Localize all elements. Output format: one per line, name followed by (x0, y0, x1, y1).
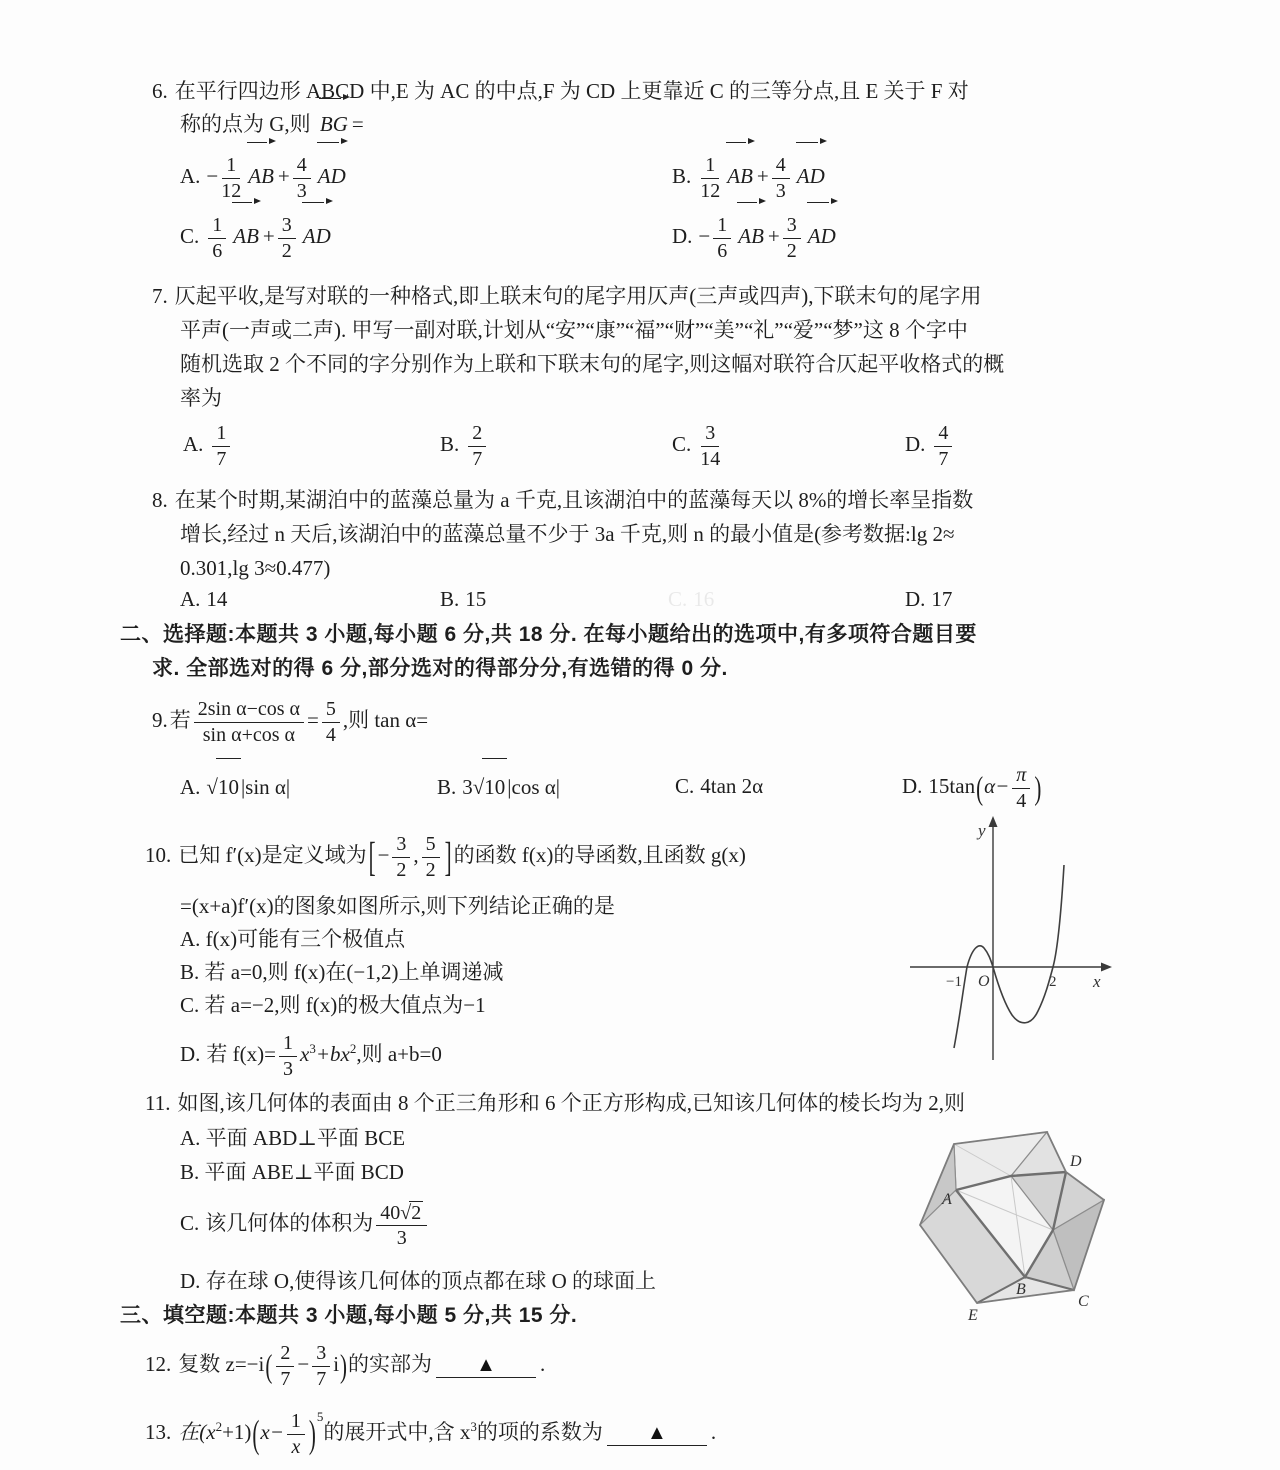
answer-blank (436, 1352, 536, 1378)
vector-arrowhead-icon (269, 138, 276, 144)
q7-line4: 率为 (180, 386, 222, 410)
vector-arrowhead-icon (748, 138, 755, 144)
vector-arrowhead-icon (326, 198, 333, 204)
q6-option-b: B. $\frac{1}{12}$ AB + $\frac{4}{3}$ AD (672, 148, 829, 204)
vector-AD: AD (316, 148, 348, 204)
q11-line1: 11. 如图,该几何体的表面由 8 个正三角形和 6 个正方形构成,已知该几何体的棱长均为 2,则 (145, 1091, 965, 1115)
q10-option-c: C. 若 a=−2,则 f(x)的极大值点为−1 (180, 993, 486, 1017)
q10-line1: 10. 已知 f′(x)是定义域为[− $\frac{3}{2}$ , $\frac{5}{2}$ ]的函数 f(x)的导函数,且函数 g(x) (145, 826, 746, 886)
vertex-label-E: E (968, 1307, 978, 1324)
fraction: $\frac{4}{7}$ (934, 422, 952, 470)
fraction: $\frac{2}{7}$ (276, 1342, 294, 1390)
left-paren: ( (265, 1347, 273, 1385)
q6-text2: 称的点为 G,则 (180, 112, 311, 136)
vector-AD: AD (806, 208, 838, 264)
fraction: $\frac{5}{2}$ (422, 833, 440, 881)
vector-arrowhead-icon (759, 198, 766, 204)
left-bracket: [ (368, 833, 376, 881)
vector-arrowhead-icon (343, 94, 350, 100)
q10-line2: =(x+a)f′(x)的图象如图所示,则下列结论正确的是 (180, 894, 615, 918)
section2-header-line2: 求. 全部选对的得 6 分,部分选对的得部分分,有选错的得 0 分. (152, 657, 728, 680)
q7-line1: 7. 仄起平收,是写对联的一种格式,即上联末句的尾字用仄声(三声或四声),下联末句的尾字用 (152, 284, 982, 308)
q8-line2: 增长,经过 n 天后,该湖泊中的蓝藻总量不少于 3a 千克,则 n 的最小值是(参考数据:lg 2≈ (180, 522, 955, 546)
vector-AB: AB (246, 148, 276, 204)
q6-option-c: C. $\frac{1}{6}$ AB + $\frac{3}{2}$ AD (180, 208, 335, 264)
q7-option-d: D. $\frac{4}{7}$ (905, 416, 955, 472)
fraction: $\frac{1}{12}$ (221, 154, 242, 202)
vector-AD: AD (301, 208, 333, 264)
q8-line1: 8. 在某个时期,某湖泊中的蓝藻总量为 a 千克,且该湖泊中的蓝藻每天以 8%的增长率呈指数 (152, 488, 974, 512)
gx-curve (954, 865, 1064, 1048)
q6-option-a: A. − $\frac{1}{12}$ AB + $\frac{4}{3}$ AD (180, 148, 350, 204)
cuboctahedron-figure (898, 1128, 1130, 1340)
right-paren: ) (1034, 769, 1042, 807)
q7-line3: 随机选取 2 个不同的字分别作为上联和下联末句的尾字,则这幅对联符合仄起平收格式的概 (180, 352, 1005, 376)
fraction: $\frac{1}{12}$ (700, 154, 721, 202)
q7-option-c: C. $\frac{3}{14}$ (672, 422, 721, 470)
q7-option-a: A. $\frac{1}{7}$ (183, 416, 233, 472)
vector-AB: AB (231, 208, 261, 264)
fraction: $\frac{3}{14}$ (700, 422, 721, 470)
fraction: $\frac{1}{7}$ (212, 422, 230, 470)
q12-line: 12. 复数 z=−i( $\frac{2}{7}$ − $\frac{3}{7}$ i)的实部为 ▲ . (145, 1336, 545, 1394)
vertex-label-B: B (1016, 1281, 1026, 1298)
vertex-label-D: D (1070, 1153, 1082, 1170)
q11-option-a: A. 平面 ABD⊥平面 BCE (180, 1126, 406, 1150)
fraction: $\frac{1}{x}$ (287, 1410, 305, 1458)
x-axis-arrowhead-icon (1101, 963, 1112, 972)
answer-triangle: ▲ (476, 1354, 496, 1376)
q9-option-c: C. 4tan 2α (675, 774, 764, 798)
fraction: $\frac{3}{2}$ (392, 833, 410, 881)
section2-header-line1: 二、选择题:本题共 3 小题,每小题 6 分,共 18 分. 在每小题给出的选项中,有多项符合题目要 (120, 623, 977, 646)
fraction: $\frac{2}{7}$ (468, 422, 486, 470)
tick-label-2: 2 (1049, 974, 1057, 990)
fraction: $\frac{\pi}{4}$ (1012, 764, 1030, 812)
right-paren: ) (340, 1347, 348, 1385)
q10-option-b: B. 若 a=0,则 f(x)在(−1,2)上单调递减 (180, 960, 504, 984)
vector-arrowhead-icon (254, 198, 261, 204)
q8-line3: 0.301,lg 3≈0.477) (180, 556, 331, 580)
x-axis-label: x (1093, 972, 1101, 991)
sqrt-expression: √ 2 (400, 1201, 422, 1224)
fraction: $\frac{5}{4}$ (322, 698, 340, 746)
origin-label: O (978, 973, 990, 990)
vector-arrowhead-icon (820, 138, 827, 144)
q7-line2: 平声(一声或二声). 甲写一副对联,计划从“安”“康”“福”“财”“美”“礼”“爱”“梦”这 8 个字中 (180, 318, 968, 342)
vector-BG: BG (318, 104, 350, 144)
right-bracket: ] (444, 833, 452, 881)
y-axis-arrowhead-icon (989, 816, 998, 827)
q6-option-d: D. − $\frac{1}{6}$ AB + $\frac{3}{2}$ AD (672, 208, 840, 264)
q8-option-b: B. 15 (440, 587, 487, 611)
fraction: $\frac{1}{6}$ (208, 214, 226, 262)
answer-triangle: ▲ (647, 1422, 667, 1444)
vector-bar (319, 98, 341, 99)
vertex-label-C: C (1078, 1293, 1089, 1310)
q13-line: 13. 在$(x^2+1)(x-$ $\frac{1}{x}$ )$^5$的展开式中,含 $x^3$的项的系数为 ▲ . (145, 1402, 716, 1464)
fraction: $\frac{\text{2sin α−cos α}}{\text{sin α+cos α}}$ (194, 698, 304, 746)
q6-line1 (152, 78, 969, 104)
vector-AB: AB (725, 148, 755, 204)
q6-text1: 在平行四边形 ABCD 中,E 为 AC 的中点,F 为 CD 上更靠近 C 的三等分点,且 E 关于 F 对 (174, 79, 969, 103)
sqrt-expression: √ 10 (473, 758, 508, 815)
gx-function-graph (898, 810, 1123, 1080)
q8-option-c-faint: C. 16 (668, 587, 715, 611)
answer-blank (607, 1420, 707, 1446)
right-paren: ) (308, 1411, 316, 1457)
y-axis-label: y (978, 821, 986, 840)
fraction: $\frac{3}{2}$ (783, 214, 801, 262)
q8-option-d: D. 17 (905, 587, 953, 611)
vertex-label-A: A (942, 1191, 952, 1208)
q7-option-b: B. $\frac{2}{7}$ (440, 416, 489, 472)
vector-arrowhead-icon (341, 138, 348, 144)
left-paren: ( (976, 769, 984, 807)
tick-label-neg1: −1 (946, 974, 962, 990)
fraction: $\frac{3}{2}$ (278, 214, 296, 262)
q11-option-c: C. 该几何体的体积为 40 √ 2 3 (180, 1192, 430, 1254)
q8-option-a: A. 14 (180, 587, 228, 611)
vector-AD: AD (795, 148, 827, 204)
q10-option-d: D. 若 f(x)= $\frac{1}{3}$ $x^3+bx^2$,则 a+b=0 (180, 1032, 442, 1080)
fraction: 40 √ 2 3 (376, 1201, 427, 1250)
vector-AB: AB (736, 208, 766, 264)
q10-option-a: A. f(x)可能有三个极值点 (180, 927, 406, 951)
q9-option-b: B. 3 √ 10 |cos α| (437, 758, 560, 815)
fraction: $\frac{4}{3}$ (772, 154, 790, 202)
q6-number: 6. (152, 79, 168, 103)
sqrt-expression: √ 10 (206, 758, 241, 815)
fraction: $\frac{3}{7}$ (312, 1342, 330, 1390)
q9-line1: 9.若 $\frac{\text{2sin α−cos α}}{\text{sin α+cos α}}$ = $\frac{5}{4}$ ,则 tan α= (152, 698, 429, 746)
fraction: $\frac{1}{3}$ (279, 1032, 297, 1080)
q9-option-a: A. √ 10 |sin α| (180, 758, 290, 815)
q11-option-b: B. 平面 ABE⊥平面 BCD (180, 1160, 404, 1184)
q11-option-d: D. 存在球 O,使得该几何体的顶点都在球 O 的球面上 (180, 1269, 656, 1293)
q9-option-d: D. 15tan(α− $\frac{\pi}{4}$ ) (902, 758, 1042, 816)
fraction: $\frac{4}{3}$ (293, 154, 311, 202)
q6-line2: 称的点为 G,则 BG = (180, 104, 364, 144)
left-paren: ( (252, 1411, 260, 1457)
section3-header: 三、填空题:本题共 3 小题,每小题 5 分,共 15 分. (120, 1304, 578, 1327)
fraction: $\frac{1}{6}$ (713, 214, 731, 262)
vector-arrowhead-icon (831, 198, 838, 204)
